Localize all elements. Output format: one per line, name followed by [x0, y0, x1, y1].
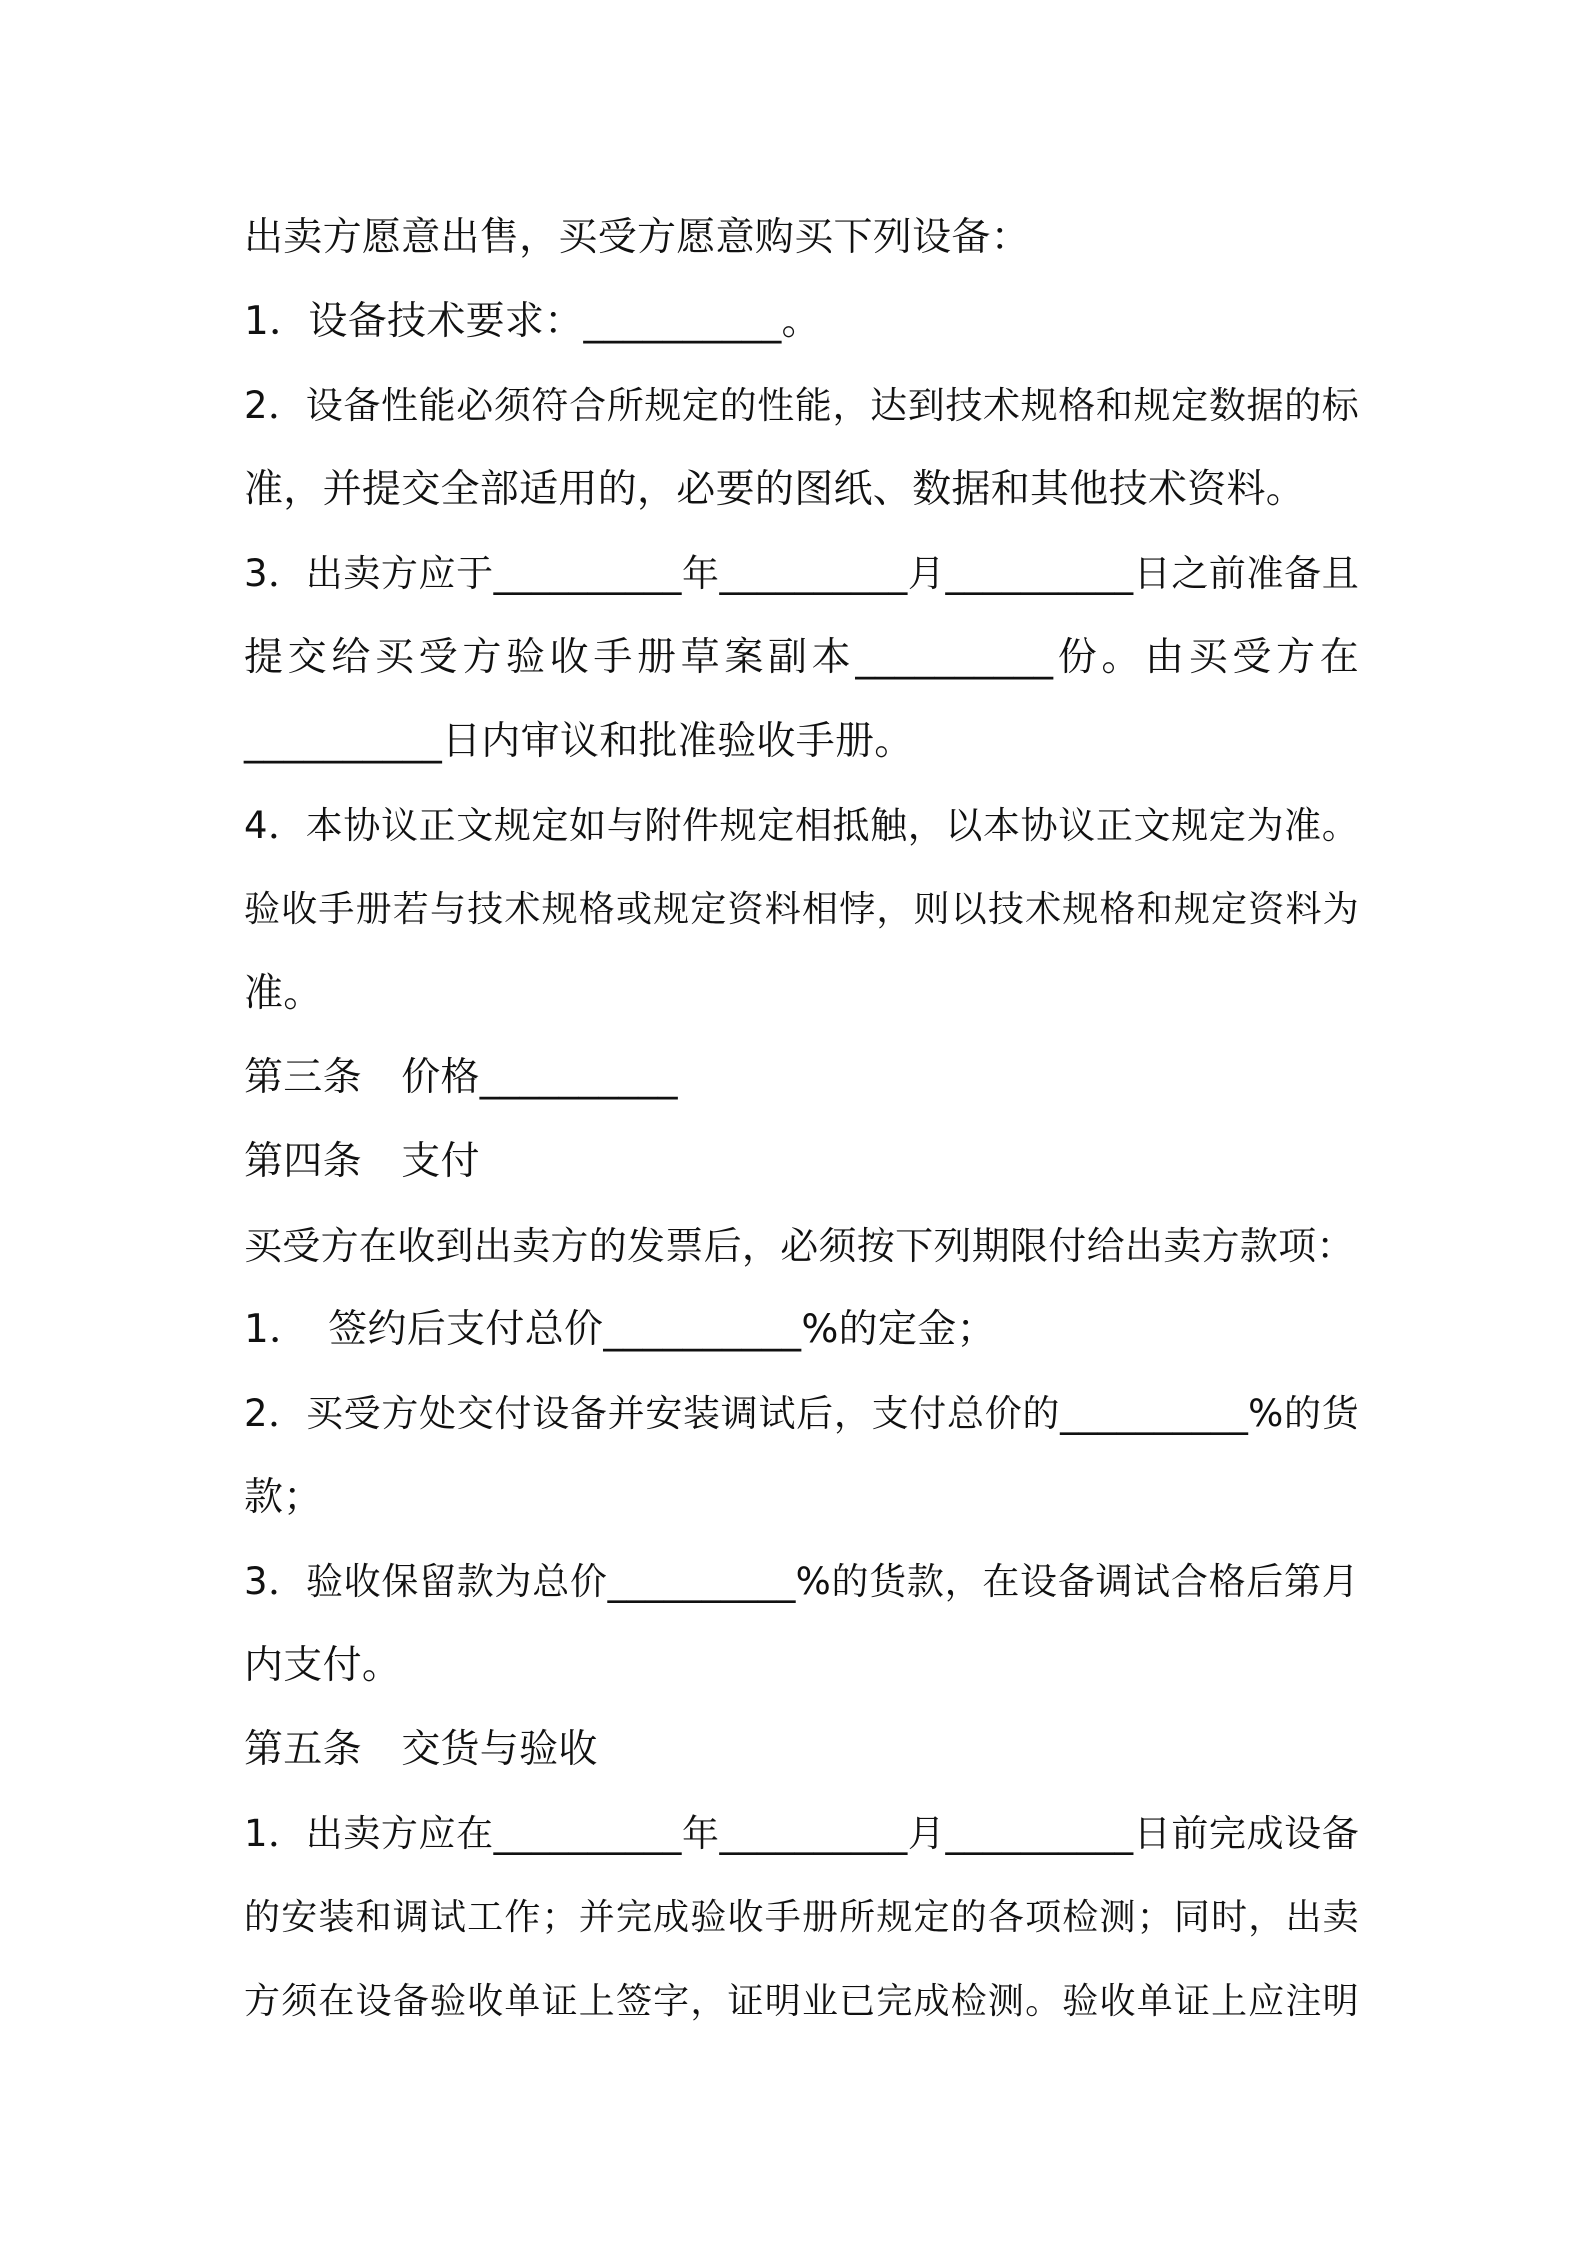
clause-line: 3．出卖方应于__________年__________月__________日之前准备且 [244, 552, 1359, 595]
document-page [244, 196, 1359, 2044]
clause-line: 买受方在收到出卖方的发票后，必须按下列期限付给出卖方款项： [244, 1224, 1355, 1268]
clause-line: 1．出卖方应在__________年__________月__________日前完成设备 [244, 1812, 1359, 1855]
article-heading: 第四条 支付 [244, 1139, 480, 1184]
clause-line: 准。 [244, 971, 323, 1016]
clause-line: 2．买受方处交付设备并安装调试后，支付总价的__________%的货 [244, 1392, 1359, 1435]
clause-line: 1． 签约后支付总价__________%的定金； [244, 1307, 996, 1352]
clause-line: 4．本协议正文规定如与附件规定相抵触，以本协议正文规定为准。 [244, 804, 1359, 847]
article-heading: 第三条 价格__________ [244, 1055, 678, 1100]
clause-line: 1．设备技术要求：__________。 [244, 299, 821, 344]
clause-line: __________日内审议和批准验收手册。 [244, 719, 914, 764]
clause-line: 提交给买受方验收手册草案副本__________份。由买受方在 [244, 635, 1359, 680]
clause-line: 2．设备性能必须符合所规定的性能，达到技术规格和规定数据的标 [244, 384, 1359, 427]
intro-line: 出卖方愿意出售，买受方愿意购买下列设备： [244, 215, 1031, 260]
clause-line: 验收手册若与技术规格或规定资料相悖，则以技术规格和规定资料为 [244, 889, 1359, 930]
clause-line: 的安装和调试工作；并完成验收手册所规定的各项检测；同时，出卖 [244, 1897, 1359, 1938]
article-heading: 第五条 交货与验收 [244, 1727, 598, 1772]
clause-line: 准，并提交全部适用的，必要的图纸、数据和其他技术资料。 [244, 467, 1306, 512]
clause-line: 方须在设备验收单证上签字，证明业已完成检测。验收单证上应注明 [244, 1981, 1359, 2022]
clause-line: 款； [244, 1475, 323, 1520]
clause-line: 内支付。 [244, 1643, 402, 1688]
clause-line: 3．验收保留款为总价__________%的货款，在设备调试合格后第月 [244, 1560, 1359, 1603]
